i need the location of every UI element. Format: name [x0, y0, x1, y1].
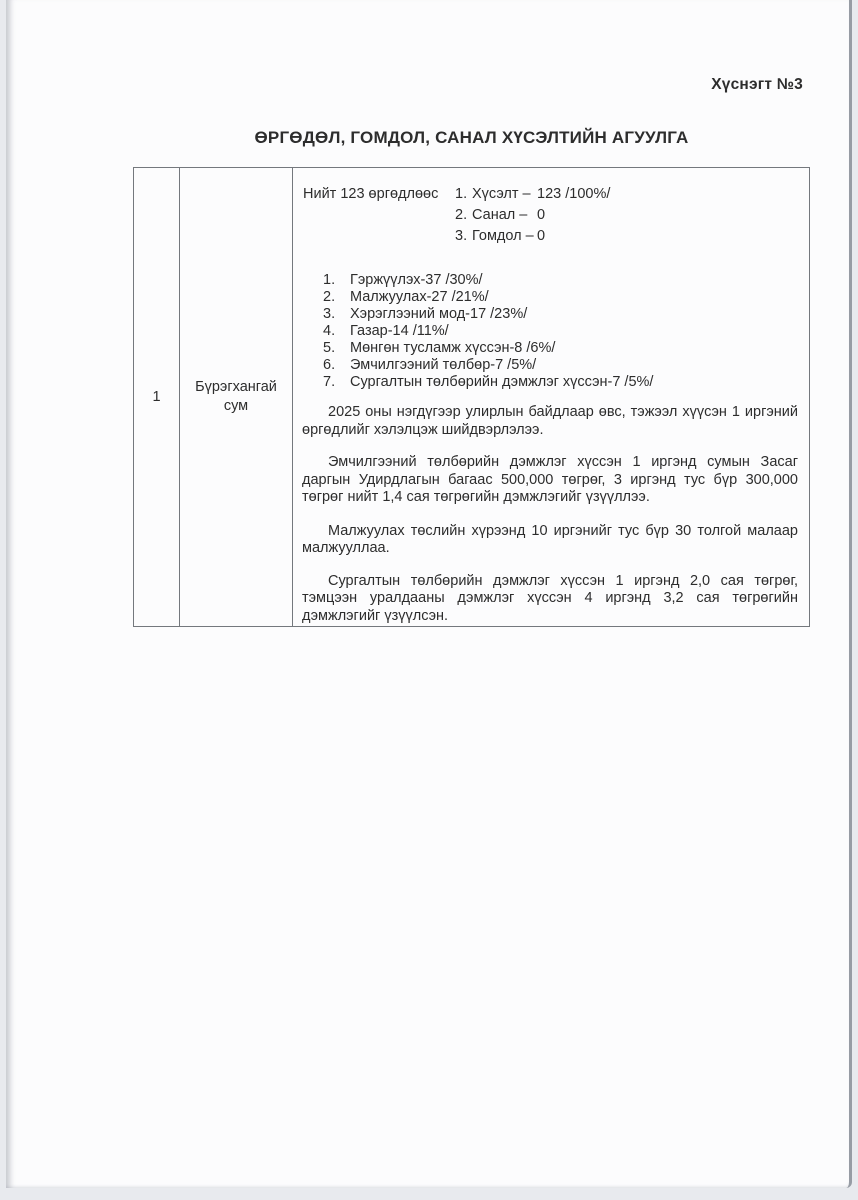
breakdown-item: Мөнгөн тусламж хүссэн-8 /6%/ [350, 340, 556, 356]
breakdown-item: Хэрэглээний мод-17 /23%/ [350, 306, 528, 322]
table-number-label: Хүснэгт №3 [711, 76, 803, 93]
body-paragraph: Эмчилгээний төлбөрийн дэмжлэг хүссэн 1 иргэнд сумын Засаг даргын Удирдлагын багаас 500,000 төгрөг, 3 иргэнд тус бүр 300,000 төгрөг нийт 1,4 сая төгрөгийн дэмжлэгийг үзүүллээ. [302, 454, 798, 505]
org-name: Бүрэгхангай сум [195, 379, 277, 414]
breakdown-item: Малжуулах-27 /21%/ [350, 289, 489, 305]
content-cell [293, 168, 809, 626]
summary-item-number: 3. [455, 228, 468, 244]
summary-item-value: 0 [537, 228, 546, 244]
breakdown-item: Эмчилгээний төлбөр-7 /5%/ [350, 357, 537, 373]
body-paragraph: Сургалтын төлбөрийн дэмжлэг хүссэн 1 иргэнд 2,0 сая төгрөг, тэмцээн уралдааны дэмжлэг хүссэн 4 иргэнд 3,2 сая төгрөгийн дэмжлэгийг үзүүлсэн. [302, 572, 798, 624]
body-paragraph: Малжуулах төслийн хүрээнд 10 иргэнийг тус бүр 30 толгой малаар малжууллаа. [302, 522, 798, 556]
summary-item [455, 205, 798, 226]
summary-total-label: Нийт 123 өргөдлөөс [303, 186, 439, 202]
summary-item-value: 0 [537, 207, 546, 223]
summary-item-number: 1. [455, 186, 468, 202]
summary-item [455, 226, 798, 247]
row-number: 1 [152, 389, 161, 405]
body-paragraph: 2025 оны нэгдүгээр улирлын байдлаар өвс, тэжээл хүүсэн 1 иргэний өргөдлийг хэлэлцэж шийдвэрлэлээ. [302, 404, 798, 438]
summary-block [302, 184, 798, 247]
breakdown-item: Гэржүүлэх-37 /30%/ [350, 272, 483, 288]
summary-item-value: 123 /100%/ [537, 186, 611, 202]
summary-item-label: Хүсэлт – [472, 186, 531, 202]
breakdown-list [302, 272, 798, 391]
org-name-cell [180, 168, 293, 626]
breakdown-item: Сургалтын төлбөрийн дэмжлэг хүссэн-7 /5%/ [350, 374, 654, 390]
breakdown-item: Газар-14 /11%/ [350, 323, 449, 339]
content-table [133, 167, 810, 627]
summary-items [455, 184, 798, 247]
row-number-cell [134, 168, 180, 626]
summary-item-label: Гомдол – [472, 228, 534, 244]
summary-item-label: Санал – [472, 207, 528, 223]
summary-item-number: 2. [455, 207, 468, 223]
summary-item [455, 184, 798, 205]
document-title: ӨРГӨДӨЛ, ГОМДОЛ, САНАЛ ХҮСЭЛТИЙН АГУУЛГА [254, 128, 689, 147]
document-page [6, 0, 852, 1188]
